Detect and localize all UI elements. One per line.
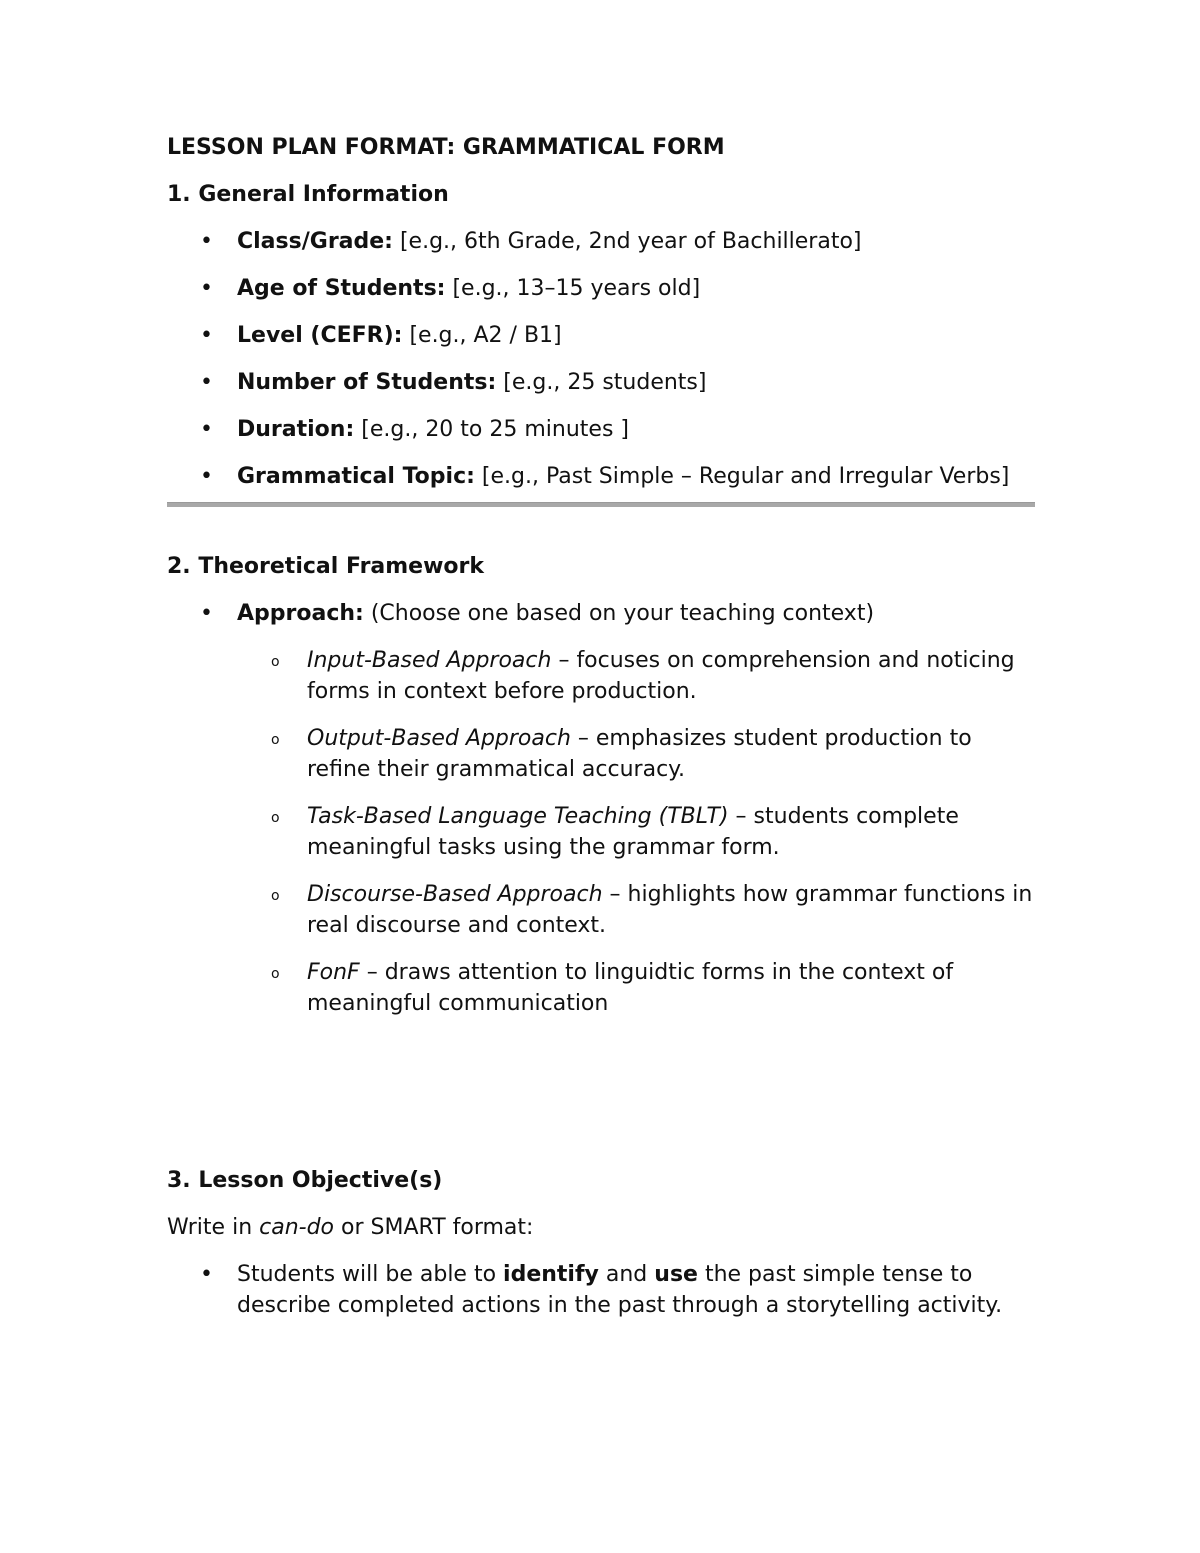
item-label: Level (CEFR): bbox=[237, 323, 403, 348]
approach-label: Approach: bbox=[237, 601, 364, 626]
list-item-objective bbox=[167, 1259, 1035, 1321]
intro-text: Write in bbox=[167, 1215, 260, 1240]
bullet-icon: • bbox=[200, 276, 213, 301]
sub-list-item bbox=[237, 645, 1035, 707]
list-item bbox=[167, 226, 1035, 257]
section-heading-theoretical-framework: 2. Theoretical Framework bbox=[167, 554, 485, 579]
bullet-icon: • bbox=[200, 1262, 213, 1287]
general-information-list bbox=[167, 226, 1035, 492]
item-label: Number of Students: bbox=[237, 370, 497, 395]
approach-description: – emphasizes student production to refine their grammatical accuracy. bbox=[307, 726, 972, 782]
section-heading-general-information: 1. General Information bbox=[167, 182, 449, 207]
item-value: [e.g., Past Simple – Regular and Irregular Verbs] bbox=[474, 464, 1010, 489]
bullet-icon: • bbox=[200, 323, 213, 348]
list-item bbox=[167, 414, 1035, 445]
circle-bullet-icon: o bbox=[271, 732, 280, 748]
item-value: [e.g., A2 / B1] bbox=[402, 323, 562, 348]
theoretical-framework-list bbox=[167, 598, 1035, 1019]
item-value: [e.g., 25 students] bbox=[496, 370, 707, 395]
item-label: Duration: bbox=[237, 417, 355, 442]
sub-list-item bbox=[237, 879, 1035, 941]
item-label: Class/Grade: bbox=[237, 229, 393, 254]
bullet-icon: • bbox=[200, 229, 213, 254]
item-value: [e.g., 13–15 years old] bbox=[445, 276, 701, 301]
intro-text-end: or SMART format: bbox=[334, 1215, 534, 1240]
sub-list-item bbox=[237, 723, 1035, 785]
item-label: Grammatical Topic: bbox=[237, 464, 475, 489]
objective-bold-use: use bbox=[654, 1262, 698, 1287]
approach-name: Input-Based Approach bbox=[307, 648, 552, 673]
blank-space bbox=[167, 1035, 1035, 1165]
bullet-icon: • bbox=[200, 370, 213, 395]
document-title: LESSON PLAN FORMAT: GRAMMATICAL FORM bbox=[167, 135, 725, 160]
list-item bbox=[167, 367, 1035, 398]
list-item bbox=[167, 320, 1035, 351]
circle-bullet-icon: o bbox=[271, 654, 280, 670]
approach-options-list bbox=[237, 645, 1035, 1019]
approach-description: – draws attention to linguidtic forms in the context of meaningful communication bbox=[307, 960, 954, 1016]
item-value: [e.g., 20 to 25 minutes ] bbox=[354, 417, 629, 442]
list-item bbox=[167, 273, 1035, 304]
approach-description: – students complete meaningful tasks using the grammar form. bbox=[307, 804, 959, 860]
objective-intro bbox=[167, 1212, 1035, 1243]
approach-name: Discourse-Based Approach bbox=[307, 882, 603, 907]
circle-bullet-icon: o bbox=[271, 810, 280, 826]
approach-description: – focuses on comprehension and noticing forms in context before production. bbox=[307, 648, 1015, 704]
horizontal-divider bbox=[167, 502, 1035, 507]
circle-bullet-icon: o bbox=[271, 966, 280, 982]
intro-italic-text: can-do bbox=[259, 1215, 335, 1240]
objectives-list bbox=[167, 1259, 1035, 1321]
sub-list-item bbox=[237, 801, 1035, 863]
item-label: Age of Students: bbox=[237, 276, 446, 301]
document-page bbox=[167, 132, 1035, 1337]
objective-bold-identify: identify bbox=[503, 1262, 599, 1287]
objective-text: Students will be able to bbox=[237, 1262, 504, 1287]
objective-text: and bbox=[598, 1262, 655, 1287]
item-value: [e.g., 6th Grade, 2nd year of Bachillerato] bbox=[392, 229, 862, 254]
approach-value: (Choose one based on your teaching context) bbox=[363, 601, 875, 626]
sub-list-item bbox=[237, 957, 1035, 1019]
list-item-approach bbox=[167, 598, 1035, 1019]
objective-text: the past simple tense to describe completed actions in the past through a storytelling activity. bbox=[237, 1262, 1003, 1318]
approach-name: Task-Based Language Teaching (TBLT) bbox=[307, 804, 729, 829]
bullet-icon: • bbox=[200, 417, 213, 442]
circle-bullet-icon: o bbox=[271, 888, 280, 904]
section-heading-lesson-objectives: 3. Lesson Objective(s) bbox=[167, 1168, 443, 1193]
approach-name: FonF bbox=[307, 960, 360, 985]
bullet-icon: • bbox=[200, 464, 213, 489]
list-item bbox=[167, 461, 1035, 492]
bullet-icon: • bbox=[200, 601, 213, 626]
approach-description: – highlights how grammar functions in real discourse and context. bbox=[307, 882, 1033, 938]
approach-name: Output-Based Approach bbox=[307, 726, 571, 751]
